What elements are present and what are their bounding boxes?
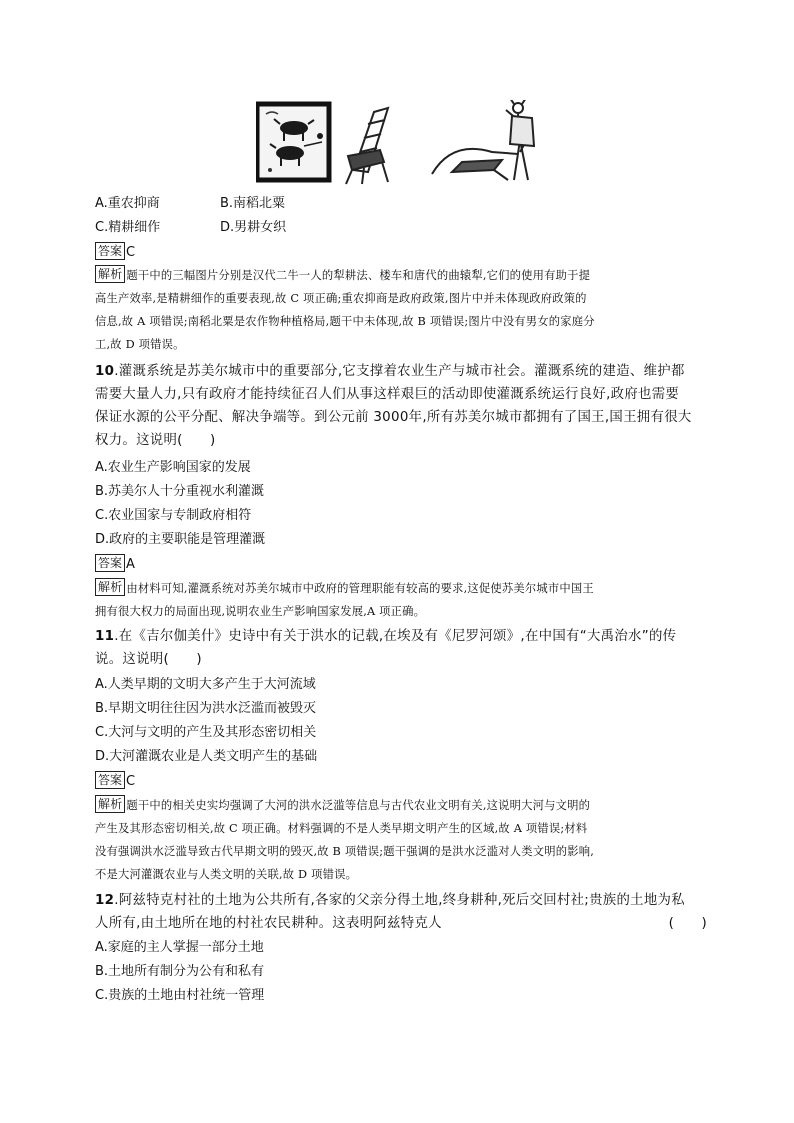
q11-explanation bbox=[95, 794, 707, 886]
q10-option-c[interactable]: C.农业国家与专制政府相符 bbox=[95, 508, 252, 523]
answer-value: A bbox=[126, 557, 135, 572]
q12-option-a[interactable]: A.家庭的主人掌握一部分土地 bbox=[95, 940, 264, 955]
q12-stem: 12.阿兹特克村社的土地为公共所有,各家的父亲分得土地,终身耕种,死后交回村社;贵族的土地为私 人所有,由土地所在地的村社农民耕种。这表明阿兹特克人 ( ) bbox=[95, 889, 707, 935]
explanation-line: 工,故 D 项错误。 bbox=[95, 338, 185, 351]
answer-label: 答案 bbox=[95, 242, 125, 260]
explanation-label: 解析 bbox=[95, 795, 125, 813]
answer-value: C bbox=[126, 245, 136, 260]
q9-row2 bbox=[95, 218, 705, 238]
q10-explanation bbox=[95, 577, 707, 623]
q9-row1 bbox=[95, 194, 705, 214]
q10-option-a[interactable]: A.农业生产影响国家的发展 bbox=[95, 460, 251, 475]
question-number: 11 bbox=[95, 629, 115, 644]
q11-option-c[interactable]: C.大河与文明的产生及其形态密切相关 bbox=[95, 725, 317, 740]
q11-option-a[interactable]: A.人类早期的文明大多产生于大河流域 bbox=[95, 677, 316, 692]
answer-value: C bbox=[126, 774, 136, 789]
explanation-line: 没有强调洪水泛滥导致古代早期文明的毁灭,故 B 项错误;题干强调的是洪水泛滥对人类文明的影响, bbox=[95, 845, 595, 858]
ox-plough-icon bbox=[257, 104, 329, 180]
q11-option-d[interactable]: D.大河灌溉农业是人类文明产生的基础 bbox=[95, 749, 318, 764]
q9-option-a[interactable]: A.重农抑商 bbox=[95, 196, 160, 211]
q11-stem: 11.在《吉尔伽美什》史诗中有关于洪水的记载,在埃及有《尼罗河颂》,在中国有“大禹治水”的传 说。这说明( ) bbox=[95, 625, 707, 671]
curved-shaft-plough-icon bbox=[432, 100, 534, 180]
answer-label: 答案 bbox=[95, 554, 125, 572]
q11-option-b[interactable]: B.早期文明往往因为洪水泛滥而被毁灭 bbox=[95, 701, 317, 716]
stem-line: 人所有,由土地所在地的村社农民耕种。这表明阿兹特克人 bbox=[95, 916, 442, 931]
question-number: 12 bbox=[95, 893, 115, 908]
explanation-line: 高生产效率,是精耕细作的重要表现,故 C 项正确;重农抑商是政府政策,图片中并未体现政府政策的 bbox=[95, 292, 587, 305]
stem-line: 需要大量人力,只有政府才能持续征召人们从事这样艰巨的活动即使灌溉系统运行良好,政府也需要 bbox=[95, 387, 680, 402]
q9-explanation bbox=[95, 264, 707, 356]
farming-tools-illustration bbox=[256, 100, 556, 186]
q10-option-b[interactable]: B.苏美尔人十分重视水利灌溉 bbox=[95, 484, 265, 499]
q10-answer bbox=[95, 554, 705, 575]
explanation-line: 不是大河灌溉农业与人类文明的关联,故 D 项错误。 bbox=[95, 868, 358, 881]
explanation-label: 解析 bbox=[95, 265, 125, 283]
q9-option-c[interactable]: C.精耕细作 bbox=[95, 220, 161, 235]
explanation-line: 解析 题干中的三幅图片分别是汉代二牛一人的犁耕法、楼车和唐代的曲辕犁,它们的使用有助于提 bbox=[95, 264, 707, 287]
explanation-line: 解析 题干中的相关史实均强调了大河的洪水泛滥等信息与古代农业文明有关,这说明大河与文明的 bbox=[95, 794, 707, 817]
q10-option-d[interactable]: D.政府的主要职能是管理灌溉 bbox=[95, 532, 266, 547]
q9-option-d[interactable]: D.男耕女织 bbox=[220, 220, 287, 235]
q12-option-b[interactable]: B.土地所有制分为公有和私有 bbox=[95, 964, 265, 979]
q10-stem: 10.灌溉系统是苏美尔城市中的重要部分,它支撑着农业生产与城市社会。灌溉系统的建造、维护都 需要大量人力,只有政府才能持续征召人们从事这样艰巨的活动即使灌溉系统运行良好,政府也需要 保证水源的公平分配、解决争端等。到公元前 3000年,所有苏美尔城市都拥有了国王,国王拥有很大 权力。这说明( ) bbox=[95, 360, 707, 452]
stem-line: 权力。这说明( ) bbox=[95, 433, 216, 448]
question-number: 10 bbox=[95, 364, 115, 379]
q11-answer bbox=[95, 771, 705, 792]
q9-option-b[interactable]: B.南稻北粟 bbox=[220, 196, 286, 211]
explanation-line: 信息,故 A 项错误;南稻北粟是农作物种植格局,题干中未体现,故 B 项错误;图片中没有男女的家庭分 bbox=[95, 315, 595, 328]
answer-blank: ( ) bbox=[668, 916, 707, 931]
q9-answer bbox=[95, 242, 705, 263]
square-pallet-chain-pump-icon bbox=[346, 108, 388, 184]
explanation-label: 解析 bbox=[95, 578, 125, 596]
explanation-line: 产生及其形态密切相关,故 C 项正确。材料强调的不是人类早期文明产生的区域,故 A 项错误;材料 bbox=[95, 822, 588, 835]
stem-line: 说。这说明( ) bbox=[95, 652, 202, 667]
explanation-line: 解析 由材料可知,灌溉系统对苏美尔城市中政府的管理职能有较高的要求,这促使苏美尔城市中国王 bbox=[95, 577, 707, 600]
stem-line: 保证水源的公平分配、解决争端等。到公元前 3000年,所有苏美尔城市都拥有了国王,国王拥有很大 bbox=[95, 410, 692, 425]
explanation-line: 拥有很大权力的局面出现,说明农业生产影响国家发展,A 项正确。 bbox=[95, 605, 426, 618]
q12-option-c[interactable]: C.贵族的土地由村社统一管理 bbox=[95, 988, 265, 1003]
answer-label: 答案 bbox=[95, 771, 125, 789]
farming-images bbox=[256, 100, 556, 186]
